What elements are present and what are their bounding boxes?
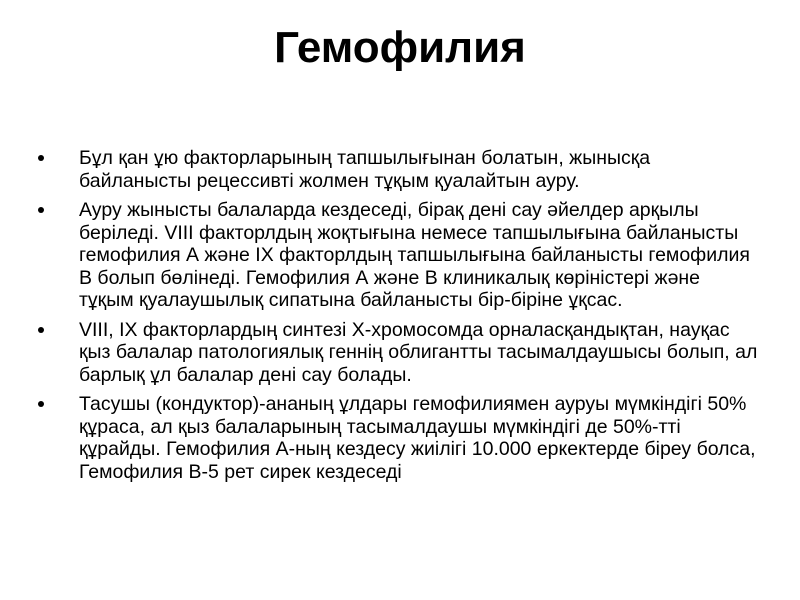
bullet-dot-icon [38,401,44,407]
bullet-text-4: Тасушы (кондуктор)-ананың ұлдары гемофилиямен ауруы мүмкіндігі 50% құраса, ал қыз балаларының тасымалдаушы мүмкіндігі де 50%-тті құрайды. Гемофилия А-ның кездесу жиілігі 10.000 еркектерде біреу болса, Гемофилия В-5 рет сирек кездеседі [79,393,756,483]
bullet-item-1 [38,147,758,192]
slide-title: Гемофилия [274,23,526,72]
bullet-list [38,147,758,490]
bullet-item-3 [38,319,758,387]
bullet-dot-icon [38,327,44,333]
bullet-dot-icon [38,155,44,161]
bullet-item-4 [38,393,758,483]
bullet-text-2: Ауру жынысты балаларда кездеседі, бірақ дені сау әйелдер арқылы беріледі. VIII факторлдың жоқтығына немесе тапшылығына байланысты гемофилия А және IX факторлдың тапшылығына байланысты гемофилия В болып бөлінеді. Гемофилия А және В клиникалық көріністері және тұқым қуалаушылық сипатына байланысты бір-біріне ұқсас. [79,199,750,311]
bullet-text-3: VIII, IX факторлардың синтезі X-хромосомда орналасқандықтан, науқас қыз балалар патологиялық геннің облигантты тасымалдаушысы болып, ал барлық ұл балалар дені сау болады. [79,318,758,386]
bullet-item-2 [38,199,758,312]
bullet-dot-icon [38,207,44,213]
bullet-text-1: Бұл қан ұю факторларының тапшылығынан болатын, жынысқа байланысты рецессивті жолмен тұқым қуалайтын ауру. [79,147,651,192]
